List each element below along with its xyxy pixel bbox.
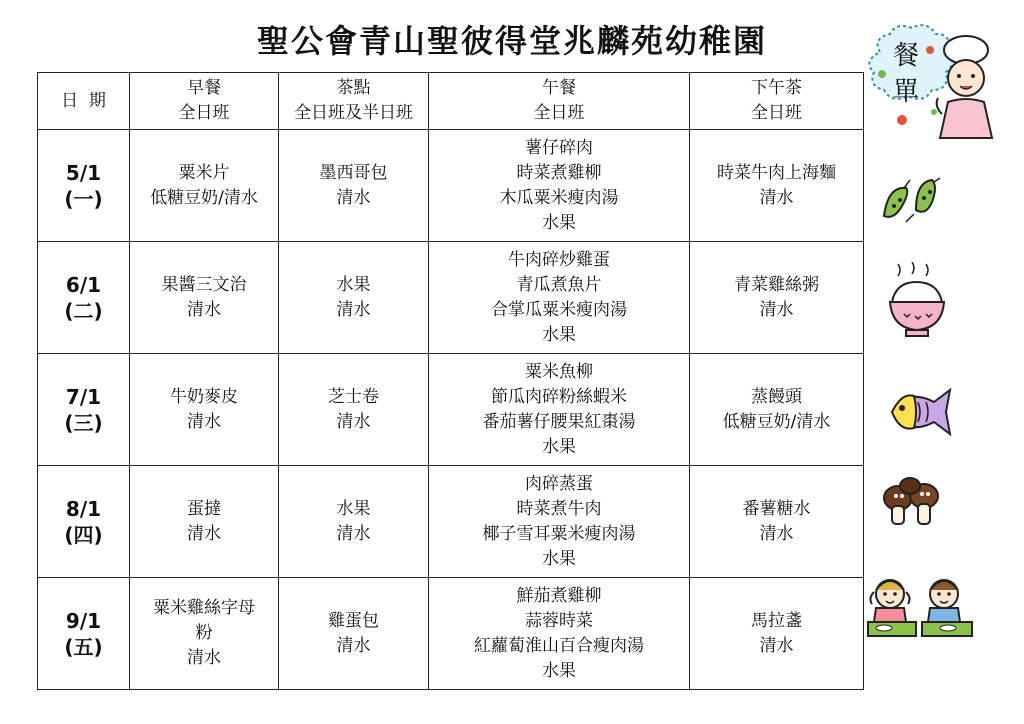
tea-item: 青菜雞絲粥: [734, 274, 819, 295]
lunch-item: 肉碎蒸蛋: [525, 473, 593, 494]
snack-item: 水果: [336, 274, 371, 295]
tea-item: 清水: [759, 523, 794, 544]
tea-cell: [690, 578, 864, 690]
lunch-item: 節瓜肉碎粉絲蝦米: [491, 386, 627, 407]
menu-table: [37, 72, 864, 690]
breakfast-item: 清水: [187, 648, 221, 668]
header-breakfast-class: 全日班: [178, 103, 230, 123]
fish-icon: [886, 382, 958, 438]
breakfast-item: 清水: [187, 411, 221, 432]
lunch-cell: [429, 130, 690, 242]
lunch-item: 牛肉碎炒雞蛋: [508, 249, 610, 270]
weekday-label: (五): [64, 634, 103, 659]
header-tea-title: 下午茶: [751, 78, 802, 98]
lunch-item: 木瓜粟米瘦肉湯: [499, 187, 619, 208]
date-label: 8/1: [65, 496, 102, 521]
header-lunch-title: 午餐: [542, 78, 576, 98]
weekday-label: (一): [64, 186, 103, 211]
table-row: [38, 578, 864, 690]
tea-item: 馬拉盞: [751, 610, 802, 631]
weekday-label: (二): [64, 298, 103, 323]
tea-item: 時菜牛肉上海麵: [717, 162, 836, 183]
date-cell: [38, 578, 130, 690]
weekday-label: (四): [64, 522, 103, 547]
lunch-item: 椰子雪耳粟米瘦肉湯: [482, 523, 636, 544]
tea-item: 清水: [759, 299, 794, 320]
table-row: [38, 242, 864, 354]
lunch-item: 水果: [542, 548, 576, 569]
tea-cell: [690, 130, 864, 242]
tea-item: 清水: [759, 635, 794, 656]
lunch-cell: [429, 242, 690, 354]
date-label: 9/1: [65, 608, 102, 633]
date-label: 5/1: [65, 160, 102, 185]
breakfast-item: 果醬三文治: [161, 274, 247, 295]
header-tea-class: 全日班: [751, 103, 802, 123]
snack-item: 清水: [336, 411, 371, 432]
snack-item: 清水: [336, 635, 371, 656]
peas-icon: [876, 176, 946, 232]
lunch-item: 水果: [542, 660, 576, 681]
lunch-item: 番茄薯仔腰果紅棗湯: [482, 411, 636, 432]
breakfast-cell: [130, 130, 279, 242]
header-row: [38, 73, 864, 130]
header-snack-title: 茶點: [336, 78, 371, 98]
snack-cell: [279, 466, 429, 578]
lunch-item: 粟米魚柳: [525, 361, 593, 382]
breakfast-item: 粟米片: [178, 162, 230, 183]
snack-item: 清水: [336, 523, 371, 544]
mushrooms-icon: [880, 476, 944, 532]
breakfast-cell: [130, 578, 279, 690]
badge-char-2: 單: [892, 77, 920, 107]
breakfast-item: 粉: [195, 623, 213, 643]
snack-item: 雞蛋包: [328, 610, 379, 631]
lunch-item: 鮮茄煮雞柳: [516, 585, 602, 606]
tea-cell: [690, 466, 864, 578]
breakfast-item: 牛奶麥皮: [170, 386, 238, 407]
lunch-cell: [429, 354, 690, 466]
tea-item: 清水: [759, 187, 794, 208]
lunch-item: 時菜煮牛肉: [516, 498, 602, 519]
snack-item: 清水: [336, 299, 371, 320]
chef-menu-badge-icon: [862, 22, 1002, 144]
lunch-item: 青瓜煮魚片: [516, 274, 602, 295]
breakfast-cell: [130, 242, 279, 354]
header-lunch-class: 全日班: [533, 103, 585, 123]
header-date-label: 日 期: [61, 90, 106, 111]
lunch-item: 合掌瓜粟米瘦肉湯: [491, 299, 627, 320]
breakfast-item: 粟米雞絲字母: [153, 598, 255, 618]
tea-cell: [690, 354, 864, 466]
breakfast-item: 清水: [187, 523, 221, 544]
header-snack: [279, 73, 429, 130]
lunch-item: 水果: [542, 324, 576, 345]
snack-item: 芝士卷: [328, 386, 379, 407]
lunch-item: 時菜煮雞柳: [516, 162, 602, 183]
breakfast-item: 低糖豆奶/清水: [150, 187, 258, 208]
lunch-item: 水果: [542, 436, 576, 457]
header-tea: [690, 73, 864, 130]
date-cell: [38, 466, 130, 578]
lunch-item: 蒜蓉時菜: [525, 610, 593, 631]
rice-bowl-icon: [884, 262, 950, 342]
weekday-label: (三): [64, 410, 103, 435]
children-eating-icon: [864, 572, 976, 642]
badge-char-1: 餐: [892, 41, 920, 71]
breakfast-item: 蛋撻: [187, 498, 221, 519]
date-cell: [38, 130, 130, 242]
lunch-cell: [429, 466, 690, 578]
table-row: [38, 466, 864, 578]
snack-item: 墨西哥包: [319, 162, 388, 183]
tea-item: 低糖豆奶/清水: [722, 411, 831, 432]
snack-item: 清水: [336, 187, 371, 208]
header-date: [38, 73, 130, 130]
lunch-item: 紅蘿蔔淮山百合瘦肉湯: [474, 635, 644, 656]
snack-cell: [279, 578, 429, 690]
date-label: 6/1: [65, 272, 102, 297]
date-cell: [38, 354, 130, 466]
header-snack-class: 全日班及半日班: [294, 103, 413, 123]
header-breakfast-title: 早餐: [187, 78, 221, 98]
date-cell: [38, 242, 130, 354]
snack-cell: [279, 130, 429, 242]
table-row: [38, 130, 864, 242]
tea-item: 番薯糖水: [742, 498, 811, 519]
header-breakfast: [130, 73, 279, 130]
tea-item: 蒸饅頭: [751, 386, 802, 407]
menu-body: [38, 130, 864, 690]
breakfast-cell: [130, 354, 279, 466]
date-label: 7/1: [65, 384, 102, 409]
lunch-item: 水果: [542, 212, 576, 233]
snack-item: 水果: [336, 498, 371, 519]
page-title: 聖公會青山聖彼得堂兆麟苑幼稚園: [256, 22, 767, 60]
snack-cell: [279, 242, 429, 354]
table-row: [38, 354, 864, 466]
tea-cell: [690, 242, 864, 354]
breakfast-cell: [130, 466, 279, 578]
breakfast-item: 清水: [187, 299, 221, 320]
lunch-cell: [429, 578, 690, 690]
lunch-item: 薯仔碎肉: [525, 137, 593, 158]
header-lunch: [429, 73, 690, 130]
snack-cell: [279, 354, 429, 466]
